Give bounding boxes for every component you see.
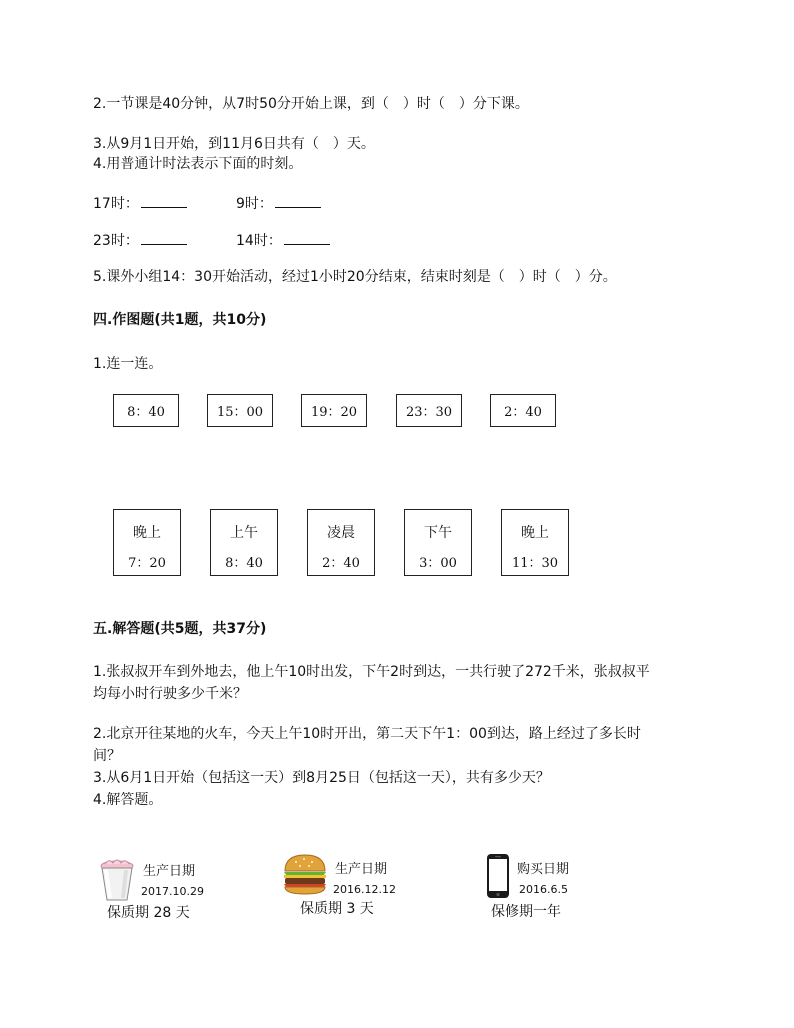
period-time: 7：20: [128, 556, 166, 571]
product-3-note: 保修期一年: [491, 904, 561, 920]
product-3-date: 2016.6.5: [519, 883, 568, 896]
answer-blank: [284, 230, 330, 245]
product-1-date: 2017.10.29: [141, 885, 204, 898]
period-box: [404, 509, 472, 576]
phone-icon: [486, 853, 510, 899]
section-5-q1-line2: 均每小时行驶多少千米？: [93, 686, 247, 702]
product-2-note: 保质期 3 天: [300, 901, 374, 917]
section-5-title: 五.解答题(共5题，共37分): [93, 621, 267, 637]
period-time: 8：40: [225, 556, 263, 571]
question-5: 5.课外小组14：30开始活动，经过1小时20分结束，结束时刻是（ ）时（ ）分。: [93, 269, 617, 285]
section-4-title: 四.作图题(共1题，共10分): [93, 312, 267, 328]
time-box-text: 19：20: [310, 405, 358, 420]
period-label: 凌晨: [327, 525, 355, 541]
time-box: [396, 394, 462, 427]
time-box: [113, 394, 179, 427]
period-box: [501, 509, 569, 576]
time-17-label: 17时：: [93, 196, 139, 212]
question-4: 4.用普通计时法表示下面的时刻。: [93, 156, 303, 172]
time-14-label: 14时：: [236, 233, 282, 249]
section-5-q3: 3.从6月1日开始（包括这一天）到8月25日（包括这一天），共有多少天？: [93, 770, 550, 786]
product-2-date: 2016.12.12: [333, 883, 396, 896]
section-5-q2-line1: 2.北京开往某地的火车，今天上午10时开出，第二天下午1：00到达，路上经过了多长时: [93, 726, 641, 742]
product-2-label: 生产日期: [335, 862, 388, 877]
period-box: [307, 509, 375, 576]
question-2: 2.一节课是40分钟，从7时50分开始上课，到（ ）时（ ）分下课。: [93, 96, 529, 112]
period-label: 下午: [424, 525, 452, 541]
question-3: 3.从9月1日开始，到11月6日共有（ ）天。: [93, 136, 375, 152]
period-time: 2：40: [322, 556, 360, 571]
burger-icon: [282, 853, 328, 895]
answer-blank: [141, 230, 187, 245]
time-17-row: [93, 193, 187, 214]
product-1-note: 保质期 28 天: [107, 905, 190, 921]
section-5-q2-line2: 间？: [93, 748, 121, 764]
answer-blank: [141, 193, 187, 208]
product-3-label: 购买日期: [517, 862, 570, 877]
time-box: [301, 394, 367, 427]
section-5-q1-line1: 1.张叔叔开车到外地去，他上午10时出发，下午2时到达，一共行驶了272千米，张叔叔平: [93, 664, 650, 680]
section-5-q4: 4.解答题。: [93, 792, 163, 808]
time-box: [490, 394, 556, 427]
yogurt-icon: [97, 858, 137, 902]
time-box-text: 8：40: [127, 405, 165, 420]
time-box-text: 23：30: [405, 405, 453, 420]
section-4-question-1: 1.连一连。: [93, 356, 163, 372]
time-14-row: [236, 230, 330, 251]
period-label: 晚上: [133, 525, 161, 541]
period-time: 11：30: [511, 556, 559, 571]
product-1-label: 生产日期: [143, 864, 196, 879]
time-9-label: 9时：: [236, 196, 273, 212]
period-box: [113, 509, 181, 576]
time-box-text: 15：00: [216, 405, 264, 420]
time-box: [207, 394, 273, 427]
time-box-text: 2：40: [504, 405, 542, 420]
time-9-row: [236, 193, 321, 214]
period-label: 上午: [230, 525, 258, 541]
period-time: 3：00: [419, 556, 457, 571]
period-label: 晚上: [521, 525, 549, 541]
time-23-label: 23时：: [93, 233, 139, 249]
answer-blank: [275, 193, 321, 208]
period-box: [210, 509, 278, 576]
time-23-row: [93, 230, 187, 251]
